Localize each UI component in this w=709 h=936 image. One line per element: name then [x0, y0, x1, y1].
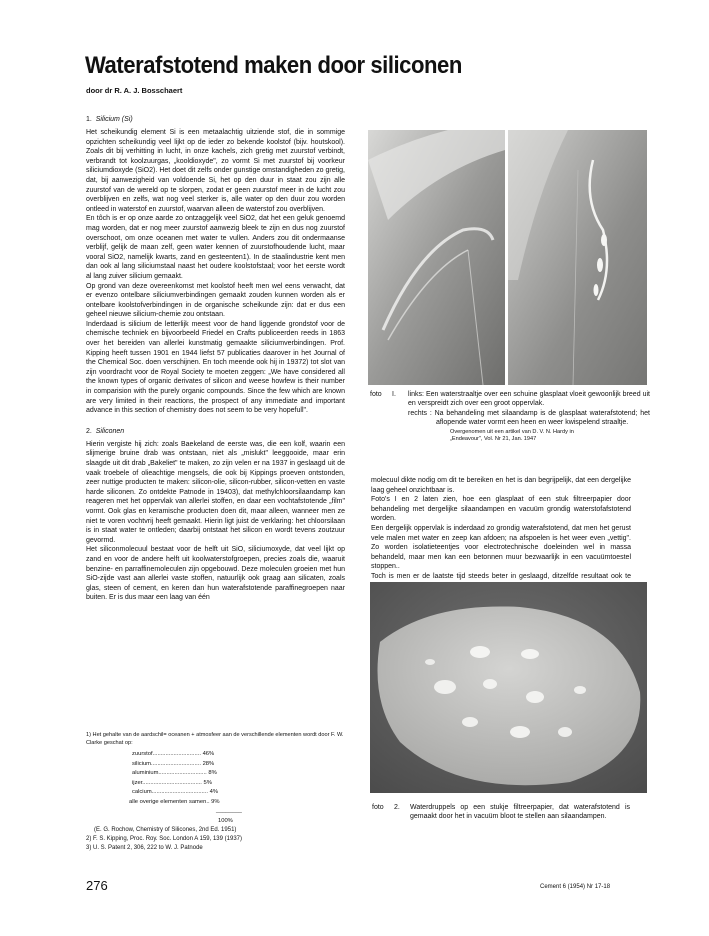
table-row: ijzer..................................... 5%	[132, 779, 212, 786]
photo-1-credit: „Endeavour", Vol. Nr 21, Jan. 1947	[450, 436, 537, 443]
photo-1-caption-left: links: Een waterstraaltje over een schuine glasplaat vloeit gewoonlijk breed uit en verspreidt zich over een groot oppervlak.	[408, 391, 650, 408]
table-row: zuurstof.............................. 46%	[132, 751, 215, 757]
table-row: aluminium.............................. 8%	[132, 770, 217, 776]
left-column	[86, 116, 345, 603]
section-2-heading: 2. Siliconen	[86, 427, 125, 435]
article-title: Waterafstotend maken door siliconen	[85, 52, 462, 79]
section-2-paragraph: Hierin vergiste hij zich: zoals Baekeland de eerste was, die een kolf, waarin een slijmerige bruine drab was ontstaan, niet als „mislukt" leeggooide, maar erin slaagde uit dit drab „Bakeliet" te maken, zo zijn velen er na 1937 in geslaagd uit de vaak troebele of olieachtige mengsels, die ook bij Kippings proeven ontstonden, zeer nuttige producten te maken: silicon-olie, silicon-rubber, silicon-vetten en vaste harde siliconen. Zo ontdekte Patnode in 19403), dat methylchloorsilaandamp kan reageren met het oppervlak van allerlei stoffen, en daar een vochtafstotende „film" vormt. Ook glas en keramische producten doen dit, maar alleen, wanneer men ze niet te voren vochtvrij heeft gemaakt. Hierin ligt juist de verklaring: het chloorsilaan is in staat water te ontleden; daarbij ontstaat het silicon en wordt tevens zoutzuur gevormd.	[86, 440, 345, 544]
photo-1-left	[368, 130, 505, 385]
right-paragraph: Foto's I en 2 laten zien, hoe een glasplaat of een stuk filtreerpapier door behandeling met dergelijke silaandampen en vacuüm grondig waterstofafstotend worden.	[371, 496, 631, 523]
photo-2-caption-text: Waterdruppels op een stukje filtreerpapier, dat waterafstotend is gemaakt door het in vacuüm bloot te stellen aan silaandampen.	[410, 804, 630, 821]
section-2-paragraph: Het siliconmolecuul bestaat voor de helft uit SiO, siliciumoxyde, dat veel lijkt op zand en voor de andere helft uit koolwaterstofgroepen, precies zoals die, waaruit benzine- en parraffinemoleculen zijn opgebouwd. Deze moleculen groeien met hun SiO-zijde vast aan allerlei vaste stoffen, natuurlijk ook graag aan silicaten, zoals glas, steen of cement, en keren dan hun waterafstotende paraffinegroepen naar buiten. Er is dus maar een laag van één	[86, 546, 345, 602]
footnote-2: 2) F. S. Kipping, Proc. Roy. Soc. London A 159, 139 (1937)	[86, 836, 242, 842]
element-table	[129, 750, 345, 826]
photo-1-right	[508, 130, 647, 385]
table-total: 100%	[218, 817, 233, 824]
photo-2-label: foto	[372, 804, 384, 811]
glass-plate-water-stream-image	[508, 130, 647, 385]
photo-2-number: 2.	[394, 804, 400, 811]
table-row: silicium............................... 28%	[132, 760, 215, 767]
table-row: calcium................................... 4%	[132, 789, 219, 795]
right-paragraph: molecuul dikte nodig om dit te bereiken en het is dan begrijpelijk, dat een dergelijke laag geheel onzichtbaar is.	[371, 477, 631, 494]
photo-1-caption-right: rechts : Na behandeling met silaandamp is de glasplaat waterafstotend; het aflopende water vormt een heen en weer kwispelend straaltje.	[408, 409, 650, 427]
journal-reference: Cement 6 (1954) Nr 17-18	[540, 884, 611, 890]
photo-1-credit: Overgenomen uit een artikel van D. V. N. Hardy in	[450, 428, 574, 435]
footnotes	[86, 732, 345, 853]
photo-1-number: I.	[392, 391, 396, 398]
footnote-1: 1) Het gehalte van de aardschil= oceanen + atmosfeer aan de verschillende elementen wordt door F. W. Clarke geschat op:	[86, 732, 344, 746]
section-1-heading: 1. Silicium (Si)	[86, 116, 133, 123]
glass-plate-water-spread-image	[368, 130, 505, 385]
page-number: 276	[86, 878, 108, 893]
footnote-source: (E. G. Rochow, Chemistry of Silicones, 2nd Ed. 1951)	[94, 827, 237, 833]
section-1-paragraph: Het scheikundig element Si is een metaalachtig uitziende stof, die in sommige opzichten scheikundig veel lijkt op de ieder zo bekende koolstof (bijv. houtskool). Zoals dit bij verhitting in lucht, in onze kachels, zich gretig met zuurstof verbindt, verbrandt tot koolzuurgas, „kooldioxyde", zo vormt Si met zuurstof bij voorkeur siliciumdioxyde (SiO2). Het doet dit zelfs onder gunstige omstandigheden zo gretig, dat, bij aanwezigheid van voldoende Si, het op den duur in staat zou zijn alle zuurstof van de wereld op te slorpen, zodat er geen zuurstof meer in de lucht zou overblijven en zelfs, wat nog veel sterker is, alle water op den duur zou worden ontleed in waterstof en zuurstof, waarvan alleen de waterstof zou overblijven.	[86, 129, 345, 213]
table-row: alle overige elementen samen.. 9%	[129, 798, 220, 805]
photo-2-caption	[372, 803, 630, 822]
article-author: door dr R. A. J. Bosschaert	[86, 86, 183, 95]
photo-1-caption	[370, 390, 650, 444]
right-paragraph: Toch is men er de laatste tijd steeds beter in geslaagd, ditzelfde resultaat ook te	[371, 572, 631, 580]
section-1-paragraph: Op grond van deze overeenkomst met koolstof heeft men wel eens verwacht, dat er evenzo ontelbare siliciumverbindingen gemaakt zouden kunnen worden als er ontelbare koolstofverbindingen in de organische scheikunde zijn: dat er dus een geheel nieuwe silicium-chemie zou ontstaan.	[86, 282, 345, 319]
photo-1-label: foto	[370, 391, 382, 398]
filter-paper-water-droplets-image	[370, 582, 647, 793]
section-1-paragraph: En tôch is er op onze aarde zo ontzaggelijk veel SiO2, dat het een geluk genoemd mag worden, dat er nog meer zuurstof aanwezig bleek te zijn en dus nog zuurstof overschoot, om onze oceanen met water te vullen. Anders zou dit ondermaanse verblijf, gelijk de maan zelf, geen water kennen of zuurstofhoudende lucht, maar vooral SiO2, namelijk kwarts, zand en gesteenten1). In de staalindustrie kent men dan ook al lang siliciumstaal naast het oudere koolstofstaal; voor het eerste wordt al lang zuiver silicium gemaakt.	[86, 215, 345, 280]
table-rule: ________	[216, 808, 242, 814]
section-1-paragraph: Inderdaad is silicium de letterlijk meest voor de hand liggende grondstof voor de chemische techniek en bijvoorbeeld Friedel en Crafts publiceerden reeds in 1863 over het bereiden van allerlei kunstmatig gemaakte siliciumverbindingen. Prof. Kipping heeft tussen 1901 en 1944 liefst 57 publicaties daarover in het Journal of the Chemical Soc. doen verschijnen. En toch meende ook hij in 19372) tot slot van zijn voordracht voor de Royal Society te moeten zeggen: „We have considered all the known types of organic derivates of silicon and weese howfew is their number in comparision with the purely organic compounds. Since the few which are known are very limited in their reactions, the prospect of any immediate and important advance in this section of chemistry does not seem to be very hopefull".	[86, 320, 345, 415]
footnote-3: 3) U. S. Patent 2, 306, 222 to W. J. Patnode	[86, 845, 203, 851]
photo-2	[370, 582, 647, 793]
right-paragraph: Een dergelijk oppervlak is inderdaad zo grondig waterafstotend, dat men het gerust vele malen met water en zeep kan afdoen; na afspoelen is het weer even „vettig". Zo worden isolatieteentjes voor electrotechnische doeleinden wel in massa behandeld, maar men kan een betonnen muur bezwaarlijk in een vacuümtoestel stoppen..	[371, 524, 631, 571]
